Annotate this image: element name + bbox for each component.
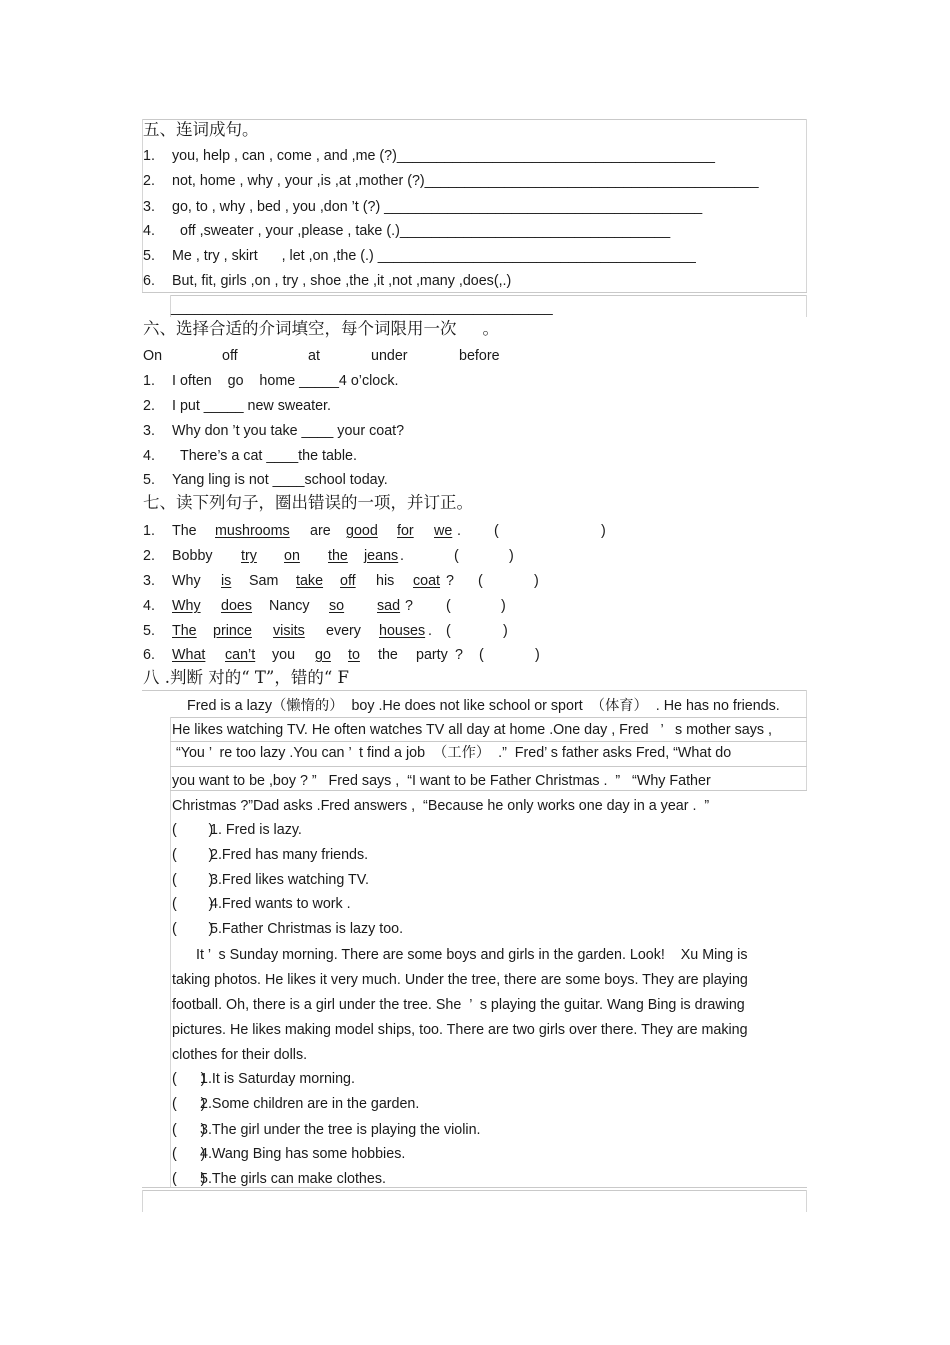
item-number: 5. bbox=[143, 472, 155, 488]
sentence-word: ) bbox=[501, 598, 506, 614]
sentence-word: Nancy bbox=[269, 598, 310, 614]
sentence-word: Bobby bbox=[172, 548, 213, 564]
frame-line bbox=[170, 295, 807, 296]
sentence-word: party bbox=[416, 647, 448, 663]
underlined-word: the bbox=[328, 548, 348, 564]
sentence-word: ) bbox=[509, 548, 514, 564]
frame-line bbox=[170, 790, 807, 791]
answer-paren[interactable]: ( ) bbox=[172, 896, 214, 912]
sentence-word: are bbox=[310, 523, 331, 539]
item-number: 6. bbox=[143, 647, 155, 663]
section-6-heading-end: 。 bbox=[482, 319, 499, 338]
true-false-question: 4.Fred wants to work . bbox=[210, 896, 351, 912]
sentence-word: every bbox=[326, 623, 361, 639]
underlined-word: jeans bbox=[364, 548, 399, 564]
item-number: 1. bbox=[143, 373, 155, 389]
underlined-word: visits bbox=[273, 623, 305, 639]
sentence-item: you, help , can , come , and ,me (?)________________________________________ bbox=[172, 148, 715, 164]
frame-line bbox=[806, 1190, 807, 1212]
passage-line: taking photos. He likes it very much. Under the tree, there are some boys. They are playing bbox=[172, 972, 748, 988]
passage-line: “You ’ re too lazy .You can ’ t find a job （工作） .” Fred’ s father asks Fred, “What do bbox=[176, 745, 732, 761]
true-false-question: 1. Fred is lazy. bbox=[210, 822, 302, 838]
sentence-word: ) bbox=[601, 523, 606, 539]
underlined-word: try bbox=[241, 548, 257, 564]
passage-line: pictures. He likes making model ships, too. There are two girls over there. They are making bbox=[172, 1022, 748, 1038]
item-number: 2. bbox=[143, 548, 155, 564]
sentence-word: The bbox=[172, 523, 197, 539]
item-number: 4. bbox=[143, 223, 155, 239]
frame-line bbox=[170, 717, 171, 1187]
answer-paren[interactable]: ( ) bbox=[172, 921, 214, 937]
sentence-word: ? bbox=[455, 647, 463, 663]
underlined-word: take bbox=[296, 573, 324, 589]
underlined-word: houses bbox=[379, 623, 426, 639]
answer-paren[interactable]: ( ) bbox=[172, 1096, 206, 1112]
sentence-word: ( bbox=[446, 598, 451, 614]
frame-line bbox=[142, 292, 807, 293]
true-false-question: 3.The girl under the tree is playing the violin. bbox=[200, 1122, 481, 1138]
fill-blank-item: I often go home _____4 o’clock. bbox=[172, 373, 399, 389]
sentence-word: ) bbox=[503, 623, 508, 639]
frame-line bbox=[806, 295, 807, 317]
answer-paren[interactable]: ( ) bbox=[172, 1171, 206, 1187]
word-bank-item: On bbox=[143, 348, 163, 364]
sentence-item: But, fit, girls ,on , try , shoe ,the ,it ,not ,many ,does(,.) bbox=[172, 273, 512, 289]
sentence-word: Why bbox=[172, 573, 201, 589]
sentence-word: ( bbox=[479, 647, 484, 663]
underlined-word: for bbox=[397, 523, 414, 539]
sentence-word: ( bbox=[478, 573, 483, 589]
item-number: 3. bbox=[143, 423, 155, 439]
passage-line: Fred is a lazy（懒惰的） boy .He does not like school or sport （体育） . He has no friends. bbox=[187, 698, 780, 714]
underlined-word: does bbox=[221, 598, 253, 614]
item-number: 3. bbox=[143, 573, 155, 589]
word-bank-item: off bbox=[222, 348, 238, 364]
passage-line: Christmas ?”Dad asks .Fred answers , “Because he only works one day in a year . ” bbox=[172, 798, 710, 814]
section-8-heading: 八 .判断 对的“ T”，错的“ F bbox=[143, 668, 349, 687]
underlined-word: so bbox=[329, 598, 345, 614]
answer-paren[interactable]: ( ) bbox=[172, 872, 214, 888]
underlined-word: sad bbox=[377, 598, 401, 614]
word-bank-item: under bbox=[371, 348, 408, 364]
fill-blank-item: There’s a cat ____the table. bbox=[180, 448, 357, 464]
word-bank-item: before bbox=[459, 348, 500, 364]
sentence-word: . bbox=[400, 548, 404, 564]
passage-line: clothes for their dolls. bbox=[172, 1047, 308, 1063]
underlined-word: off bbox=[340, 573, 356, 589]
fill-blank-item: I put _____ new sweater. bbox=[172, 398, 331, 414]
underlined-word: good bbox=[346, 523, 378, 539]
true-false-question: 2.Some children are in the garden. bbox=[200, 1096, 420, 1112]
frame-line bbox=[142, 1190, 143, 1212]
frame-line bbox=[806, 690, 807, 790]
item-number: 4. bbox=[143, 448, 155, 464]
item-number: 2. bbox=[143, 173, 155, 189]
underlined-word: to bbox=[348, 647, 360, 663]
sentence-word: ( bbox=[494, 523, 499, 539]
answer-paren[interactable]: ( ) bbox=[172, 1146, 206, 1162]
item-number: 3. bbox=[143, 199, 155, 215]
section-6-heading bbox=[143, 319, 499, 339]
fill-blank-item: Yang ling is not ____school today. bbox=[172, 472, 388, 488]
frame-line bbox=[142, 690, 807, 691]
item-number: 6. bbox=[143, 273, 155, 289]
sentence-word: ( bbox=[454, 548, 459, 564]
underlined-word: What bbox=[172, 647, 206, 663]
frame-line bbox=[142, 1190, 807, 1191]
underlined-word: The bbox=[172, 623, 197, 639]
sentence-word: Sam bbox=[249, 573, 279, 589]
passage-line: football. Oh, there is a girl under the tree. She ’ s playing the guitar. Wang Bing is drawing bbox=[172, 997, 745, 1013]
sentence-word: ? bbox=[405, 598, 413, 614]
answer-paren[interactable]: ( ) bbox=[172, 847, 214, 863]
answer-paren[interactable]: ( ) bbox=[172, 1071, 206, 1087]
sentence-item: off ,sweater , your ,please , take (.)__________________________________ bbox=[180, 223, 671, 239]
underlined-word: mushrooms bbox=[215, 523, 290, 539]
underlined-word: can’t bbox=[225, 647, 256, 663]
sentence-item: not, home , why , your ,is ,at ,mother (?)__________________________________________ bbox=[172, 173, 759, 189]
fill-blank-item: Why don ’t you take ____ your coat? bbox=[172, 423, 405, 439]
underlined-word: coat bbox=[413, 573, 441, 589]
true-false-question: 5.The girls can make clothes. bbox=[200, 1171, 386, 1187]
sentence-word: ) bbox=[535, 647, 540, 663]
item-number: 5. bbox=[143, 248, 155, 264]
section-6-heading-text: 六、选择合适的介词填空，每个词限用一次 bbox=[143, 319, 457, 338]
sentence-word: his bbox=[376, 573, 395, 589]
answer-paren[interactable]: ( ) bbox=[172, 822, 214, 838]
frame-line bbox=[170, 717, 807, 718]
underlined-word: go bbox=[315, 647, 331, 663]
true-false-question: 4.Wang Bing has some hobbies. bbox=[200, 1146, 406, 1162]
sentence-word: ) bbox=[534, 573, 539, 589]
sentence-word: you bbox=[272, 647, 296, 663]
underlined-word: prince bbox=[213, 623, 252, 639]
underlined-word: on bbox=[284, 548, 300, 564]
item-number: 2. bbox=[143, 398, 155, 414]
passage-line: you want to be ,boy ? ” Fred says , “I want to be Father Christmas . ” “Why Father bbox=[172, 773, 711, 789]
passage-line: He likes watching TV. He often watches TV all day at home .One day , Fred ’ s mother says , bbox=[172, 722, 772, 738]
sentence-word: . bbox=[428, 623, 432, 639]
frame-line bbox=[806, 119, 807, 293]
sentence-word: the bbox=[378, 647, 398, 663]
section-7-heading: 七、读下列句子，圈出错误的一项，并订正。 bbox=[143, 493, 473, 512]
underlined-word: we bbox=[434, 523, 453, 539]
item-number: 1. bbox=[143, 148, 155, 164]
sentence-word: ? bbox=[446, 573, 454, 589]
true-false-question: 1.It is Saturday morning. bbox=[200, 1071, 355, 1087]
sentence-word: . bbox=[457, 523, 461, 539]
answer-line: ________________________________________________ bbox=[171, 300, 553, 316]
underlined-word: is bbox=[221, 573, 232, 589]
section-5-heading: 五、连词成句。 bbox=[143, 120, 259, 139]
true-false-question: 3.Fred likes watching TV. bbox=[210, 872, 369, 888]
item-number: 1. bbox=[143, 523, 155, 539]
frame-line bbox=[170, 766, 807, 767]
passage-line: It ’ s Sunday morning. There are some boys and girls in the garden. Look! Xu Ming is bbox=[196, 947, 748, 963]
answer-paren[interactable]: ( ) bbox=[172, 1122, 206, 1138]
sentence-item: Me , try , skirt , let ,on ,the (.) ________________________________________ bbox=[172, 248, 696, 264]
sentence-word: ( bbox=[446, 623, 451, 639]
item-number: 5. bbox=[143, 623, 155, 639]
true-false-question: 5.Father Christmas is lazy too. bbox=[210, 921, 404, 937]
underlined-word: Why bbox=[172, 598, 201, 614]
frame-line bbox=[170, 741, 807, 742]
true-false-question: 2.Fred has many friends. bbox=[210, 847, 369, 863]
word-bank-item: at bbox=[308, 348, 320, 364]
sentence-item: go, to , why , bed , you ,don ’t (?) ________________________________________ bbox=[172, 199, 703, 215]
item-number: 4. bbox=[143, 598, 155, 614]
